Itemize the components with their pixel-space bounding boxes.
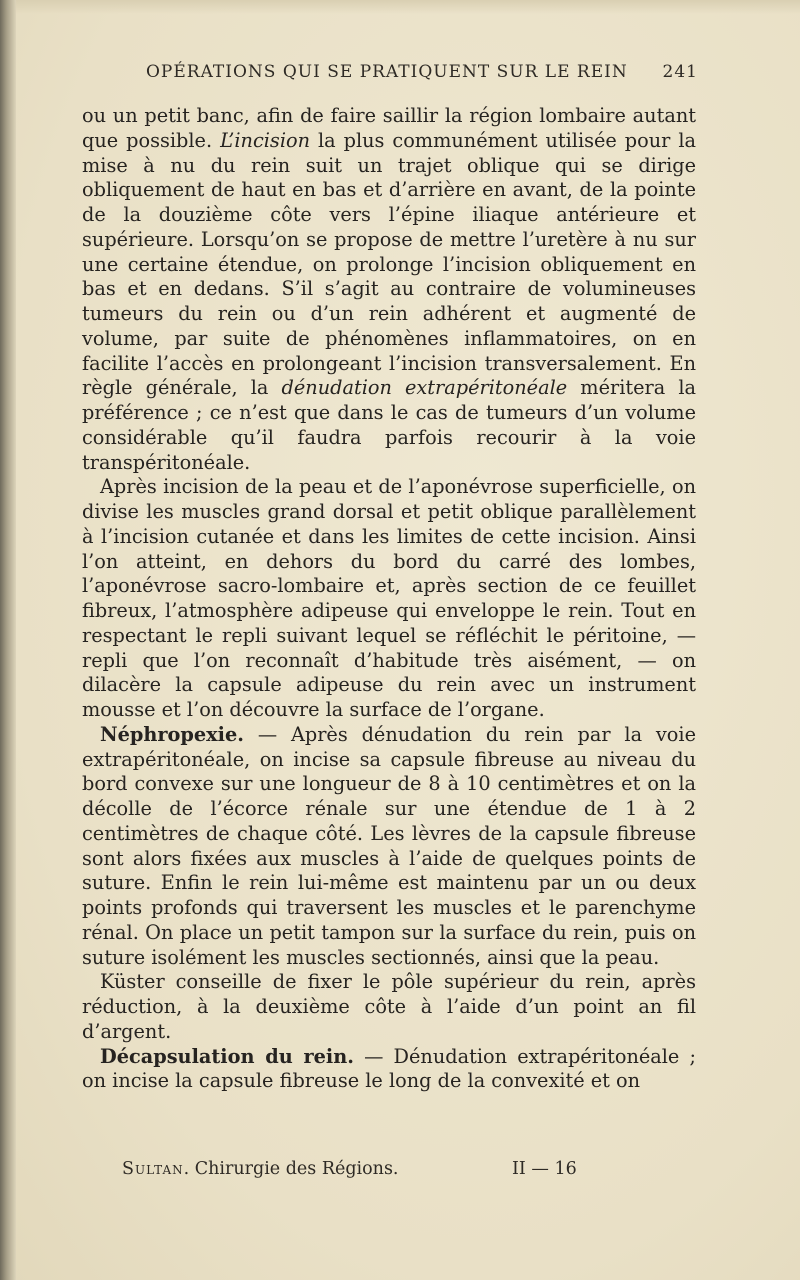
body-text [82,104,696,1094]
running-header [146,62,706,90]
paragraph-1-text-a: ou un petit banc, afin de faire saillir la région lombaire autant que possible. [82,104,696,152]
section-heading-decapsulation: Décapsulation du rein. [100,1044,354,1068]
paragraph-5-text: — Dénudation extrapéritonéale ; on incise la capsule fibreuse le long de la convexité et on [82,1044,696,1093]
footer-book-title: . Chirurgie des Régions. [183,1159,399,1179]
footer-signature: II — 16 [512,1159,577,1179]
page-number: 241 [662,62,698,82]
footer-author: Sultan [122,1159,184,1179]
term-incision: L’incision [220,128,311,152]
paragraph-4: Küster conseille de fixer le pôle supérieur du rein, après réduction, à la deuxième côte à l’aide d’un point an fil d’argent. [82,970,696,1043]
paragraph-2: Après incision de la peau et de l’aponévrose superficielle, on divise les muscles grand dorsal et petit oblique parallèlement à l’incision cutanée et dans les limites de cette incision. Ainsi l’on atteint, en dehors du bord du carré des lombes, l’aponévrose sacro-lombaire et, après section de ce feuillet fibreux, l’atmosphère adipeuse qui enveloppe le rein. Tout en respectant le repli suivant lequel se réfléchit le péritoine, — repli que l’on reconnaît d’habitude très aisément, — on dilacère la capsule adipeuse du rein avec un instrument mousse et l’on découvre la surface de l’organe. [82,475,696,721]
page-top-edge [0,0,800,14]
running-title: OPÉRATIONS QUI SE PRATIQUENT SUR LE REIN [146,62,628,82]
term-denudation: dénudation extrapéritonéale [281,376,568,400]
paragraph-1-text-c: la plus communément utilisée pour la mise à nu du rein suit un trajet oblique qui se dirige obliquement de haut en bas et d’arrière en avant, de la pointe de la douzième côte vers l’épine iliaque antérieure et supérieure. Lorsqu’on se propose de mettre l’uretère à nu sur une certaine étendue, on prolonge l’incision obliquement en bas et en dedans. S’il s’agit au contraire de volumineuses tumeurs du rein ou d’un rein adhérent et augmenté de volume, par suite de phénomènes inflammatoires, on en facilite l’accès en prolongeant l’incision transversalement. En règle générale, la [82,128,696,400]
paragraph-3-text: — Après dénudation du rein par la voie extrapéritonéale, on incise sa capsule fibreuse au niveau du bord convexe sur une longueur de 8 à 10 centimètres et on la décolle de l’écorce rénale sur une étendue de 1 à 2 centimètres de chaque côté. Les lèvres de la capsule fibreuse sont alors fixées aux muscles à l’aide de quelques points de suture. Enfin le rein lui-même est maintenu par un ou deux points profonds qui traversent les muscles et le parenchyme rénal. On place un petit tampon sur la surface du rein, puis on suture isolément les muscles sectionnés, ainsi que la peau. [82,722,696,969]
section-heading-nephropexie: Néphropexie. [100,722,244,746]
paragraph-5 [82,1045,696,1095]
paragraph-1 [82,104,696,475]
book-spine-shadow [0,0,16,1280]
page-footer [122,1159,642,1185]
paragraph-3 [82,723,696,971]
paragraph-1-text-e: méritera la préférence ; ce n’est que dans le cas de tumeurs d’un volume considérable qu’il faudra parfois recourir à la voie transpéritonéale. [82,376,696,474]
